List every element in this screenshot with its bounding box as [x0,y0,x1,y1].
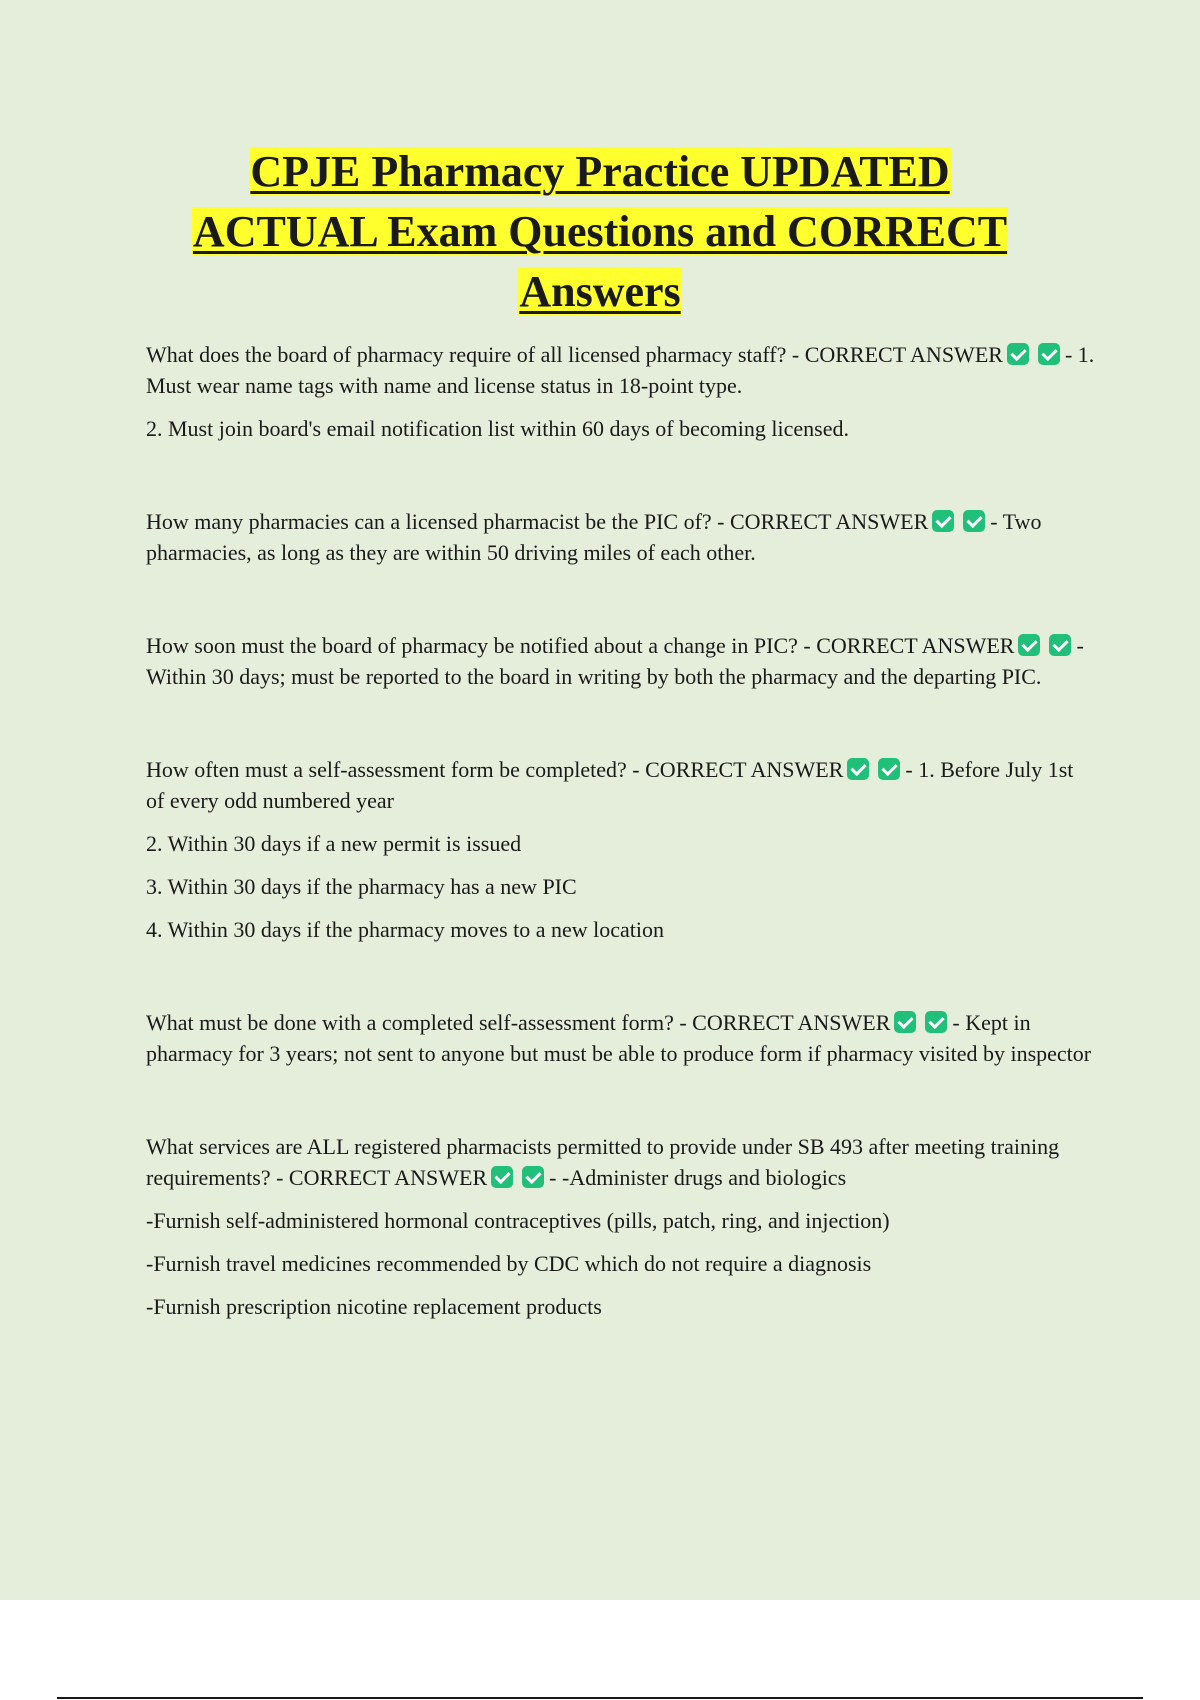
answer-text: - 1. Must wear name tags with name and license status in 18-point type. [146,342,1095,398]
footer-divider [57,1697,1143,1699]
check-mark-icon [847,758,869,780]
answer-line: 4. Within 30 days if the pharmacy moves to a new location [146,917,665,942]
question-text: How soon must the board of pharmacy be notified about a change in PIC? - CORRECT ANSWER [146,633,1015,658]
title-line-1: CPJE Pharmacy Practice UPDATED [250,147,950,196]
check-mark-icon [522,1166,544,1188]
qa-item [146,1131,1096,1322]
qa-item [146,1007,1096,1069]
check-mark-icon [1049,634,1071,656]
qa-question-paragraph [146,754,1096,816]
answer-line: 2. Must join board's email notification list within 60 days of becoming licensed. [146,416,849,441]
qa-item [146,339,1096,444]
answer-text: - Within 30 days; must be reported to the board in writing by both the pharmacy and the departing PIC. [146,633,1084,689]
answer-line: -Furnish travel medicines recommended by CDC which do not require a diagnosis [146,1251,872,1276]
qa-question-paragraph [146,1007,1096,1069]
check-mark-icon [894,1011,916,1033]
check-mark-icon [1038,343,1060,365]
check-mark-icon [932,510,954,532]
qa-question-paragraph [146,339,1096,401]
title-line-3: Answers [519,267,681,316]
answer-line: 2. Within 30 days if a new permit is issued [146,831,522,856]
qa-item [146,754,1096,945]
answer-text: - 1. Before July 1st of every odd numbered year [146,757,1074,813]
answer-line: 3. Within 30 days if the pharmacy has a new PIC [146,874,577,899]
qa-item [146,506,1096,568]
answer-text: - Two pharmacies, as long as they are within 50 driving miles of each other. [146,509,1042,565]
qa-question-paragraph [146,506,1096,568]
answer-line: -Furnish prescription nicotine replacement products [146,1294,602,1319]
qa-item [146,630,1096,692]
check-mark-icon [878,758,900,780]
check-mark-icon [491,1166,513,1188]
answer-text: - Kept in pharmacy for 3 years; not sent to anyone but must be able to produce form if pharmacy visited by inspector [146,1010,1092,1066]
title-line-2: ACTUAL Exam Questions and CORRECT [192,207,1008,256]
qa-question-paragraph [146,630,1096,692]
document-title [100,142,1100,322]
answer-text: - -Administer drugs and biologics [549,1165,847,1190]
check-mark-icon [925,1011,947,1033]
question-text: How many pharmacies can a licensed pharmacist be the PIC of? - CORRECT ANSWER [146,509,929,534]
answer-line: -Furnish self-administered hormonal contraceptives (pills, patch, ring, and injection) [146,1208,890,1233]
question-text: What must be done with a completed self-assessment form? - CORRECT ANSWER [146,1010,891,1035]
check-mark-icon [1007,343,1029,365]
check-mark-icon [1018,634,1040,656]
qa-question-paragraph [146,1131,1096,1193]
question-answer-list [146,339,1096,1322]
question-text: What does the board of pharmacy require of all licensed pharmacy staff? - CORRECT ANSWER [146,342,1003,367]
check-mark-icon [963,510,985,532]
question-text: How often must a self-assessment form be completed? - CORRECT ANSWER [146,757,844,782]
question-text: What services are ALL registered pharmacists permitted to provide under SB 493 after meeting training requirements? - CORRECT ANSWER [146,1134,1060,1190]
